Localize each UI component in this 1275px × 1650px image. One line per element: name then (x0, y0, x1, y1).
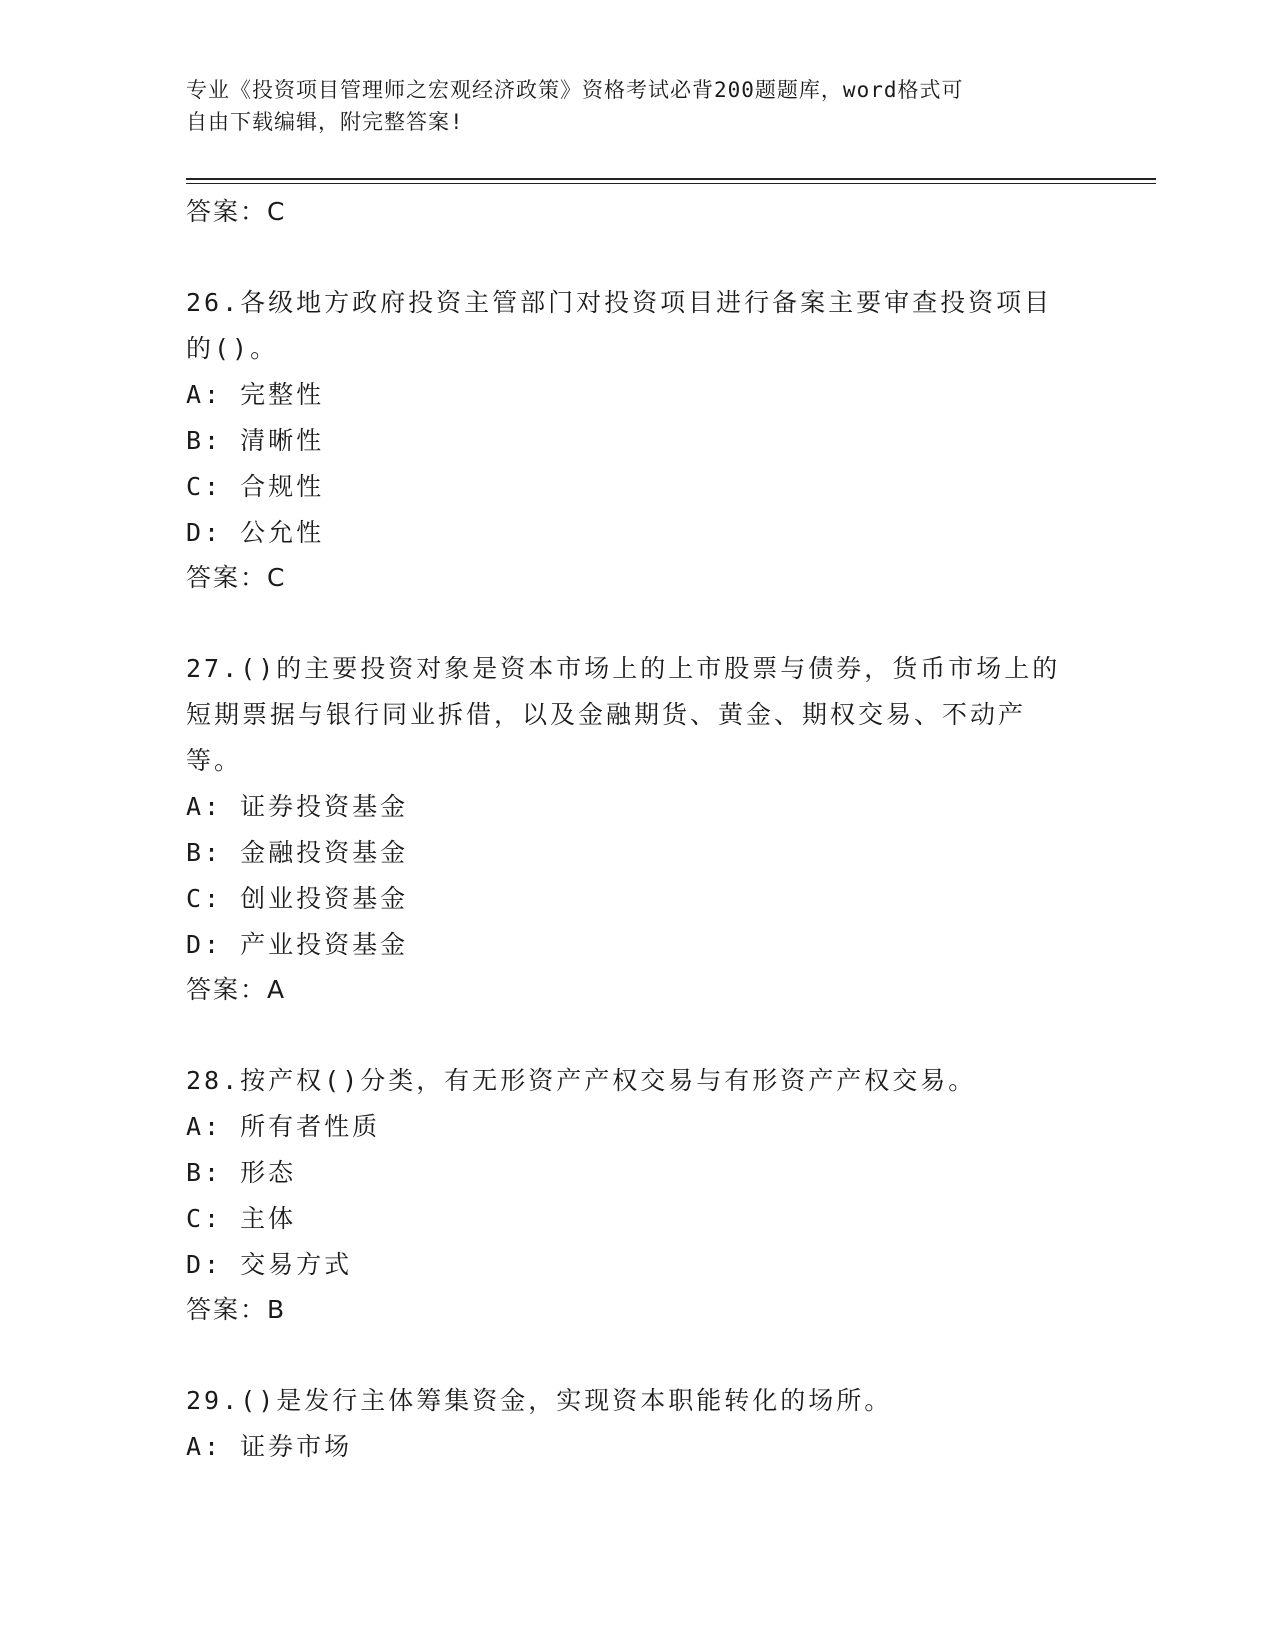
spacer (186, 234, 1086, 280)
answer-line: 答案：C (186, 197, 287, 226)
question-text: 27.()的主要投资对象是资本市场上的上市股票与债券，货币市场上的 (186, 654, 1061, 683)
question-text: 的()。 (186, 334, 279, 363)
question-text: 短期票据与银行同业拆借，以及金融期货、黄金、期权交易、不动产 (186, 700, 1027, 729)
answer-line: 答案：C (186, 563, 287, 592)
option-b: B: 清晰性 (186, 426, 325, 455)
question-text: 29.()是发行主体筹集资金，实现资本职能转化的场所。 (186, 1386, 893, 1415)
answer-line: 答案：B (186, 1295, 287, 1324)
option-c: C: 主体 (186, 1204, 297, 1233)
option-d: D: 产业投资基金 (186, 930, 409, 959)
option-a: A: 完整性 (186, 380, 325, 409)
header-rule-thin (186, 183, 1156, 184)
option-a: A: 证券市场 (186, 1432, 353, 1461)
option-b: B: 形态 (186, 1158, 297, 1187)
spacer (186, 600, 1086, 646)
document-body (186, 190, 1086, 1470)
answer-line: 答案：A (186, 975, 287, 1004)
option-c: C: 合规性 (186, 472, 325, 501)
spacer (186, 1332, 1086, 1378)
header-rule-thick (186, 178, 1156, 180)
document-header (186, 74, 1066, 138)
question-text: 28.按产权()分类，有无形资产产权交易与有形资产产权交易。 (186, 1066, 977, 1095)
spacer (186, 1012, 1086, 1058)
question-text: 26.各级地方政府投资主管部门对投资项目进行备案主要审查投资项目 (186, 288, 1053, 317)
option-b: B: 金融投资基金 (186, 838, 409, 867)
option-c: C: 创业投资基金 (186, 884, 409, 913)
option-a: A: 所有者性质 (186, 1112, 381, 1141)
option-a: A: 证券投资基金 (186, 792, 409, 821)
option-d: D: 公允性 (186, 518, 325, 547)
question-block (186, 1058, 1086, 1332)
header-line-1: 专业《投资项目管理师之宏观经济政策》资格考试必背200题题库，word格式可 (186, 78, 964, 102)
question-text: 等。 (186, 746, 243, 775)
question-block (186, 1378, 1086, 1470)
header-line-2: 自由下载编辑，附完整答案! (186, 110, 464, 134)
question-block (186, 646, 1086, 1012)
option-d: D: 交易方式 (186, 1250, 353, 1279)
question-block (186, 280, 1086, 600)
